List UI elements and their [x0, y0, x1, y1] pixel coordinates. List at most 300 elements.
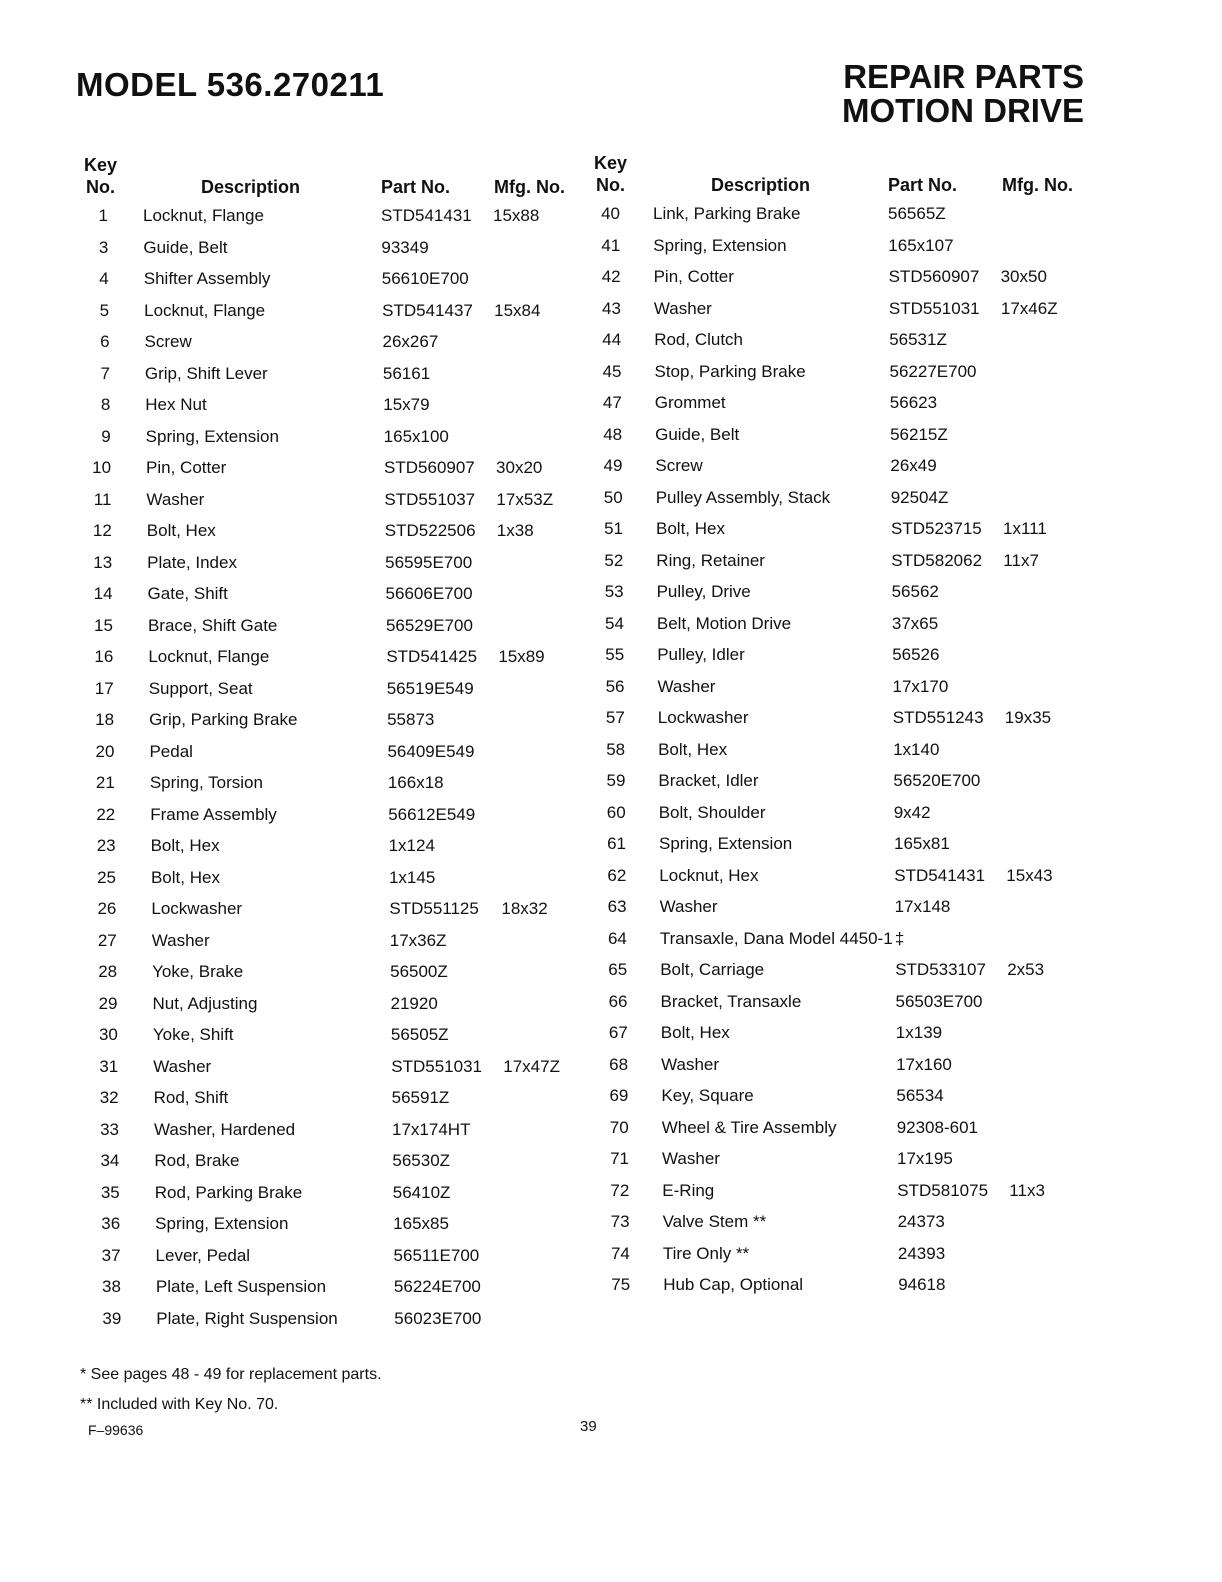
part-no: 56410Z — [392, 1182, 451, 1202]
description: Screw — [144, 332, 192, 351]
part-no-header: Part No. — [888, 175, 958, 195]
description: Pulley, Drive — [656, 582, 751, 601]
part-no: 37x65 — [891, 613, 939, 633]
key-no: 71 — [610, 1149, 629, 1168]
table-row — [590, 1114, 1090, 1146]
part-no: 56227E700 — [889, 361, 977, 381]
description: Washer — [657, 676, 716, 696]
table-row — [80, 927, 580, 959]
part-no: STD582062 — [891, 550, 983, 570]
mfg-no: 15x43 — [1006, 865, 1053, 885]
part-no: 56224E700 — [393, 1277, 481, 1296]
key-no: 47 — [602, 393, 622, 412]
key-no: 7 — [100, 363, 110, 383]
key-no: 25 — [97, 867, 116, 887]
table-row — [80, 234, 580, 266]
part-no: 165x85 — [393, 1214, 449, 1233]
mfg-no: 19x35 — [1004, 708, 1052, 727]
description: Valve Stem ** — [662, 1212, 767, 1231]
part-no: STD560907 — [384, 458, 475, 477]
part-no: STD551031 — [888, 298, 980, 318]
key-no-header — [594, 152, 627, 196]
table-row — [80, 1210, 580, 1242]
key-no: 18 — [95, 710, 115, 729]
description: Frame Assembly — [150, 804, 277, 824]
description: Belt, Motion Drive — [656, 613, 792, 633]
key-no: 27 — [97, 930, 117, 950]
key-no: 37 — [101, 1245, 121, 1265]
part-no: 56520E700 — [893, 771, 981, 790]
key-no: 3 — [98, 237, 109, 257]
mfg-no: 2x53 — [1007, 960, 1045, 979]
table-row — [590, 956, 1090, 988]
table-row — [590, 326, 1090, 358]
key-no: 67 — [608, 1023, 628, 1042]
description-header: Description — [711, 175, 811, 195]
part-no: 56530Z — [392, 1151, 451, 1170]
table-row — [590, 1082, 1090, 1114]
part-no: 17x195 — [897, 1149, 953, 1168]
key-no: 13 — [93, 552, 113, 572]
part-no: 165x100 — [383, 426, 449, 446]
key-no: 65 — [608, 960, 628, 979]
part-no: STD581075 — [897, 1180, 989, 1200]
key-no: 59 — [606, 771, 626, 790]
table-row — [590, 641, 1090, 673]
description: Spring, Extension — [155, 1214, 289, 1233]
part-no: 166x18 — [387, 773, 444, 792]
table-row — [80, 990, 580, 1022]
description: Hub Cap, Optional — [663, 1275, 804, 1294]
mfg-no: 15x84 — [494, 300, 541, 320]
part-no: STD523715 — [891, 519, 982, 538]
key-no: 50 — [603, 487, 623, 507]
description: Link, Parking Brake — [653, 204, 801, 223]
table-row — [80, 1273, 580, 1305]
table-row — [590, 925, 1090, 957]
key-no: 17 — [94, 678, 114, 698]
description: Spring, Extension — [145, 426, 279, 446]
description: Washer — [659, 897, 718, 916]
table-row — [80, 958, 580, 990]
table-row — [590, 578, 1090, 610]
table-row — [80, 675, 580, 707]
description: Rod, Brake — [154, 1151, 240, 1170]
description: Washer, Hardened — [154, 1119, 296, 1139]
parts-table-left — [80, 152, 580, 1336]
description: Plate, Index — [147, 552, 237, 572]
part-no: 26x267 — [382, 332, 439, 351]
part-no: 92504Z — [890, 487, 949, 507]
part-no: 26x49 — [890, 456, 937, 475]
description: Lockwasher — [657, 708, 749, 727]
table-row — [590, 767, 1090, 799]
description: Support, Seat — [148, 678, 253, 698]
table-row — [590, 988, 1090, 1020]
table-row — [590, 1019, 1090, 1051]
part-no: 165x107 — [888, 235, 954, 255]
part-no: 56595E700 — [385, 552, 473, 572]
part-no: 56023E700 — [394, 1308, 482, 1328]
table-row — [590, 295, 1090, 327]
part-no: 165x81 — [894, 834, 950, 853]
key-no: 56 — [605, 676, 625, 696]
description: Bolt, Shoulder — [658, 802, 766, 822]
footnote-included: ** Included with Key No. 70. — [80, 1396, 279, 1413]
key-no: 44 — [602, 330, 622, 349]
key-no: 45 — [602, 361, 622, 381]
section-title-line2: MOTION DRIVE — [841, 92, 1084, 129]
part-no: 93349 — [381, 237, 429, 257]
table-row — [80, 1305, 580, 1337]
table-row — [80, 612, 580, 644]
description: Pin, Cotter — [653, 267, 734, 286]
description: Pulley Assembly, Stack — [655, 487, 831, 507]
table-row — [80, 706, 580, 738]
part-no: 17x148 — [894, 897, 951, 916]
table-row — [80, 864, 580, 896]
table-row — [80, 895, 580, 927]
key-no: 62 — [607, 865, 627, 885]
footnote-replacement: * See pages 48 - 49 for replacement parts. — [80, 1366, 382, 1383]
table-row — [80, 517, 580, 549]
key-no: 38 — [101, 1277, 121, 1296]
key-no: 68 — [609, 1054, 629, 1074]
description: Locknut, Flange — [144, 300, 266, 320]
description: Washer — [153, 1056, 212, 1076]
table-row — [80, 360, 580, 392]
form-code: F–99636 — [88, 1422, 144, 1438]
table-header — [80, 152, 580, 202]
part-no: STD533107 — [895, 960, 986, 979]
description: Bolt, Hex — [658, 739, 728, 759]
table-row — [590, 862, 1090, 894]
description: Washer — [146, 489, 205, 509]
table-row — [590, 452, 1090, 484]
key-no: 4 — [99, 269, 109, 288]
part-no: 56161 — [382, 363, 431, 383]
table-row — [80, 1116, 580, 1148]
key-no: 69 — [609, 1086, 629, 1105]
description: Gate, Shift — [147, 584, 228, 603]
part-no: 56529E700 — [385, 615, 473, 635]
table-row — [80, 832, 580, 864]
part-no: 56612E549 — [388, 804, 476, 824]
part-no: STD541425 — [386, 647, 478, 666]
table-row — [80, 801, 580, 833]
table-row — [590, 799, 1090, 831]
part-no: 56503E700 — [895, 991, 983, 1011]
part-no: 24393 — [897, 1243, 946, 1263]
description: Spring, Torsion — [149, 773, 263, 792]
description: Nut, Adjusting — [152, 993, 258, 1013]
key-header-line2: No. — [596, 175, 626, 195]
part-no: 56500Z — [390, 962, 448, 981]
part-no: STD551031 — [391, 1056, 482, 1076]
part-no: STD541431 — [381, 206, 472, 225]
table-row — [80, 297, 580, 329]
key-no: 41 — [601, 235, 621, 255]
mfg-no: 1x38 — [496, 521, 534, 540]
key-no: 29 — [98, 993, 118, 1013]
description: Grommet — [654, 393, 726, 412]
key-no: 9 — [101, 426, 111, 446]
mfg-no: 15x89 — [498, 647, 545, 666]
key-no: 70 — [609, 1117, 629, 1137]
key-no: 35 — [100, 1182, 120, 1202]
key-no: 36 — [101, 1214, 121, 1233]
description: Pin, Cotter — [146, 458, 227, 477]
table-row — [590, 358, 1090, 390]
part-no: 56409E549 — [387, 741, 475, 761]
key-no: 43 — [601, 298, 621, 318]
key-no: 66 — [608, 991, 628, 1011]
part-no: 94618 — [898, 1275, 946, 1294]
key-no: 64 — [607, 928, 627, 948]
key-no-header — [84, 154, 117, 198]
description: Guide, Belt — [655, 424, 740, 444]
part-no: 56606E700 — [385, 584, 473, 603]
mfg-no-header: Mfg. No. — [494, 177, 565, 197]
table-row — [80, 454, 580, 486]
part-no: STD551125 — [389, 899, 479, 918]
table-row — [590, 389, 1090, 421]
mfg-no: 18x32 — [501, 899, 548, 918]
part-no-header: Part No. — [381, 177, 451, 197]
key-no: 73 — [610, 1212, 630, 1231]
key-no: 30 — [98, 1025, 118, 1044]
table-row — [590, 200, 1090, 232]
table-row — [590, 893, 1090, 925]
description: Shifter Assembly — [143, 269, 271, 288]
description: Bolt, Hex — [150, 867, 220, 887]
table-row — [80, 1179, 580, 1211]
mfg-no: 15x88 — [493, 206, 540, 225]
description: Bolt, Hex — [660, 1023, 730, 1042]
part-no: 56531Z — [889, 330, 947, 349]
description: Washer — [662, 1149, 720, 1168]
part-no: 17x36Z — [389, 930, 447, 950]
part-no: STD551037 — [384, 489, 476, 509]
mfg-no: 30x20 — [496, 458, 543, 477]
part-no: 56505Z — [390, 1025, 449, 1044]
part-no: 9x42 — [893, 802, 931, 822]
part-no: STD522506 — [384, 521, 476, 540]
key-no: 16 — [94, 647, 114, 666]
table-row — [590, 515, 1090, 547]
key-no: 28 — [98, 962, 118, 981]
key-no: 33 — [100, 1119, 120, 1139]
key-no: 34 — [100, 1151, 120, 1170]
key-no: 57 — [605, 708, 625, 727]
table-row — [590, 547, 1090, 579]
description: Plate, Left Suspension — [155, 1277, 327, 1296]
table-row — [80, 202, 580, 234]
key-no: 21 — [95, 773, 115, 792]
key-no: 60 — [606, 802, 626, 822]
mfg-no: 17x46Z — [1000, 298, 1058, 318]
table-row — [590, 1208, 1090, 1240]
table-row — [590, 484, 1090, 516]
part-no: 15x79 — [383, 395, 430, 414]
description: Rod, Parking Brake — [154, 1182, 303, 1202]
key-no: 58 — [606, 739, 626, 759]
key-no: 20 — [95, 741, 115, 761]
table-row — [80, 265, 580, 297]
key-no: 48 — [603, 424, 623, 444]
part-no: STD551243 — [892, 708, 984, 727]
key-header-line1: Key — [84, 155, 118, 175]
table-row — [590, 673, 1090, 705]
description: E-Ring — [662, 1180, 715, 1200]
table-row — [80, 423, 580, 455]
description: Stop, Parking Brake — [654, 361, 806, 381]
part-no: 55873 — [387, 710, 435, 729]
part-no: STD541437 — [382, 300, 473, 320]
mfg-no: 1x111 — [1003, 519, 1047, 538]
key-no: 72 — [610, 1180, 630, 1200]
part-no: STD541431 — [894, 865, 986, 885]
description: Locknut, Flange — [148, 647, 270, 666]
key-no: 40 — [601, 204, 620, 223]
key-no: 63 — [607, 897, 627, 916]
key-header-line1: Key — [594, 153, 628, 173]
key-no: 55 — [605, 645, 625, 664]
description: Brace, Shift Gate — [147, 615, 278, 635]
key-no: 11 — [93, 489, 112, 509]
part-no: 56591Z — [391, 1088, 450, 1107]
key-header-line2: No. — [86, 177, 116, 197]
description: Washer — [661, 1054, 720, 1074]
part-no: 56215Z — [890, 424, 948, 444]
part-no: 21920 — [390, 993, 438, 1013]
description: Transaxle, Dana Model 4450-1 — [659, 928, 893, 948]
table-header — [590, 150, 1090, 200]
model-title: MODEL 536.270211 — [76, 66, 385, 103]
key-no: 75 — [611, 1275, 631, 1294]
table-row — [590, 1271, 1090, 1303]
table-row — [80, 391, 580, 423]
description: Pulley, Idler — [657, 645, 745, 664]
key-no: 10 — [92, 458, 112, 477]
description: Hex Nut — [145, 395, 207, 414]
mfg-no: 17x53Z — [496, 489, 554, 509]
description: Washer — [151, 930, 210, 950]
part-no: 56623 — [889, 393, 938, 412]
part-no: 17x174HT — [392, 1119, 471, 1139]
key-no: 14 — [93, 584, 113, 603]
description: Bracket, Idler — [658, 771, 759, 790]
description: Grip, Shift Lever — [144, 363, 268, 383]
table-row — [590, 1177, 1090, 1209]
key-no: 74 — [610, 1243, 630, 1263]
description: Grip, Parking Brake — [149, 710, 298, 729]
description: Plate, Right Suspension — [156, 1308, 338, 1328]
part-no: 56610E700 — [381, 269, 469, 288]
table-row — [590, 704, 1090, 736]
description: Yoke, Shift — [152, 1025, 234, 1044]
key-no: 22 — [96, 804, 116, 824]
parts-table-right — [590, 150, 1090, 1303]
part-no: 56519E549 — [386, 678, 474, 698]
key-no: 15 — [94, 615, 113, 635]
table-row — [590, 1051, 1090, 1083]
key-no: 31 — [99, 1056, 119, 1076]
table-row — [590, 1240, 1090, 1272]
key-no: 42 — [601, 267, 621, 286]
key-no: 12 — [92, 521, 112, 540]
table-row — [590, 610, 1090, 642]
description: Guide, Belt — [143, 237, 228, 257]
description: Locknut, Flange — [143, 206, 264, 225]
table-row — [80, 643, 580, 675]
part-no: 56565Z — [888, 204, 946, 223]
description: Rod, Clutch — [654, 330, 744, 349]
description: Locknut, Hex — [659, 865, 759, 885]
part-no: 1x145 — [388, 867, 436, 887]
mfg-no: 11x3 — [1009, 1180, 1045, 1200]
table-row — [80, 328, 580, 360]
description: Yoke, Brake — [152, 962, 244, 981]
table-row — [80, 580, 580, 612]
part-no: 56526 — [892, 645, 940, 664]
description: Spring, Extension — [659, 834, 793, 853]
parts-rows-right — [590, 200, 1090, 1303]
page-number: 39 — [580, 1418, 597, 1435]
table-row — [590, 263, 1090, 295]
table-row — [80, 1021, 580, 1053]
mfg-no: 30x50 — [1000, 267, 1047, 286]
description: Lockwasher — [151, 899, 243, 918]
table-row — [80, 738, 580, 770]
table-row — [80, 486, 580, 518]
key-no: 53 — [604, 582, 624, 601]
part-no: 56511E700 — [393, 1245, 480, 1265]
description: Screw — [655, 456, 703, 475]
description: Key, Square — [661, 1086, 754, 1105]
description: Ring, Retainer — [656, 550, 765, 570]
mfg-no: 11x7 — [1003, 550, 1039, 570]
table-row — [80, 1147, 580, 1179]
table-row — [80, 1053, 580, 1085]
parts-rows-left — [80, 202, 580, 1336]
table-row — [590, 232, 1090, 264]
table-row — [590, 1145, 1090, 1177]
section-title — [842, 60, 1084, 128]
description: Spring, Extension — [653, 235, 787, 255]
key-no: 6 — [100, 332, 110, 351]
part-no: 17x170 — [892, 676, 949, 696]
table-row — [590, 830, 1090, 862]
key-no: 54 — [604, 613, 624, 633]
description: Washer — [653, 298, 712, 318]
description: Wheel & Tire Assembly — [661, 1117, 837, 1137]
part-no: 1x139 — [895, 1023, 943, 1042]
description: Rod, Shift — [153, 1088, 229, 1107]
description: Lever, Pedal — [155, 1245, 251, 1265]
description: Bolt, Hex — [150, 836, 220, 855]
description: Pedal — [149, 741, 193, 761]
description: Bolt, Hex — [146, 521, 216, 540]
description: Tire Only ** — [662, 1243, 750, 1263]
part-no: 1x140 — [893, 739, 940, 759]
part-no: ‡ — [894, 928, 905, 948]
table-row — [590, 736, 1090, 768]
table-row — [80, 769, 580, 801]
part-no: 24373 — [897, 1212, 945, 1231]
section-title-line1: REPAIR PARTS — [843, 58, 1084, 95]
key-no: 26 — [97, 899, 117, 918]
